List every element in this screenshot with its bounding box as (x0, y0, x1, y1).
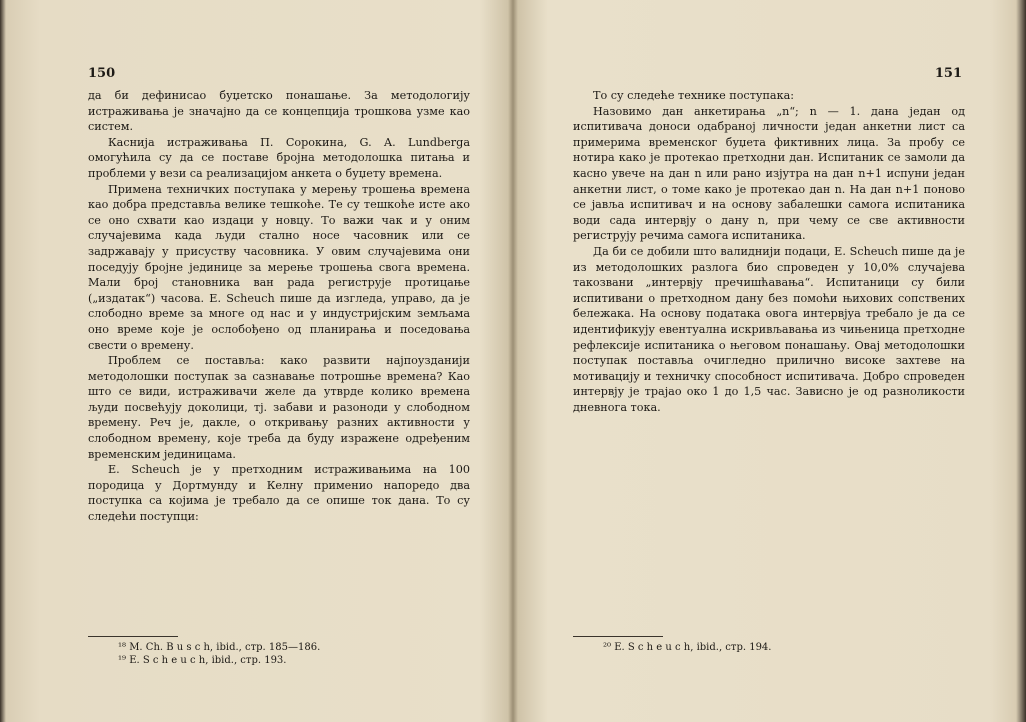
body-text (573, 88, 965, 415)
body-text (88, 88, 470, 525)
paragraph: Касниjа истраживања П. Сорокина, G. A. Lundberga омогућила су да се поставе бројна методолошка питања и проблеми у вези са реализацијом анкета о буџету времена. (88, 135, 470, 180)
footnote: ¹⁸ M. Ch. B u s c h, ibid., стр. 185—186. (118, 642, 321, 653)
footnote-rule (573, 636, 663, 637)
footnote-rule (88, 636, 178, 637)
page-number: 151 (934, 66, 962, 81)
right-page (513, 0, 1026, 722)
paragraph: Е. Scheuch је у претходним истраживањима на 100 породица у Дортмунду и Келну применио напоредо два поступка са којима је требало да се опише ток дана. То су следећи поступци: (88, 463, 470, 524)
footnotes (88, 636, 470, 667)
footnote: ¹⁹ E. S c h e u c h, ibid., стр. 193. (118, 655, 287, 666)
paragraph: да би дефинисао буџетско понашање. За методологију истраживања је значајно да се концепција трошкова узме као систем. (88, 89, 470, 134)
footnote: ²⁰ E. S c h e u c h, ibid., стр. 194. (603, 642, 772, 653)
paragraph: То су следеће технике поступака: (593, 89, 795, 102)
footnotes (573, 636, 965, 654)
page-number: 150 (88, 66, 116, 81)
paragraph: Да би се добили што валиднији подаци, Е. Scheuch пише да је из методолошких разлога био спроведен у 10,0% случајева такозвани „интервју пречишћавања“. Испитаници су били испитивани о претходном дану без помоћи њихових сопствених бележака. На основу података овога интервјуа требало је да се идентификују евентуална искривљавања из чињеница претходне рефлексије испитаника о његовом понашању. Овај методолошки поступак поставља очигледно прилично високе захтеве на мотивацију и техничку способност испитивача. Добро спроведен интервју је трајао око 1 до 1,5 час. Зависно је од разноликости дневнога тока. (573, 244, 965, 414)
paragraph: Примена техничких поступака у мерењу трошења времена као добра представља велике тешкоће. Те су тешкоће исте ако се оно схвати као издаци у новцу. То важи чак и у оним случајевима када људи стално носе часовник или се задржавају у присуству часовника. У овим случајевима они поседују бројне јединице за мерење трошења свога времена. Мали број становника ван рада региструје протицање („издатак“) часова. Е. Scheuch пише да изгледа, управо, да је слободно време за многе од нас и у индустријским земљама оно време које је ослобођено од планирања и поседовања свести о времену. (88, 182, 470, 352)
paragraph: Назовимо дан анкетирања „n“; n — 1. дана један од испитивача доноси одабраној личности један анкетни лист са примерима временског буџета фиктивних лица. За пробу се нотира како је протекао претходни дан. Испитаник се замоли да касно увече на дан n или рано изјутра на дан n+1 испуни један анкетни лист, о томе како је протекао дан n. На дан n+1 поново се јавља испитивач и на основу забалешки самога испитаника води сада интервју о дану n, при чему се све активности региструју речима самога испитаника. (573, 104, 965, 243)
paragraph: Проблем се поставља: како развити најпоузданији методолошки поступак за сазнавање потрошње времена? Као што се види, истраживачи желе да утврде колико времена људи посвећују доколици, тј. забави и разоноди у слободном времену. Реч је, дакле, о откривању разних активности у слободном времену, које треба да буду изражене одређеним временским јединицама. (88, 354, 470, 461)
